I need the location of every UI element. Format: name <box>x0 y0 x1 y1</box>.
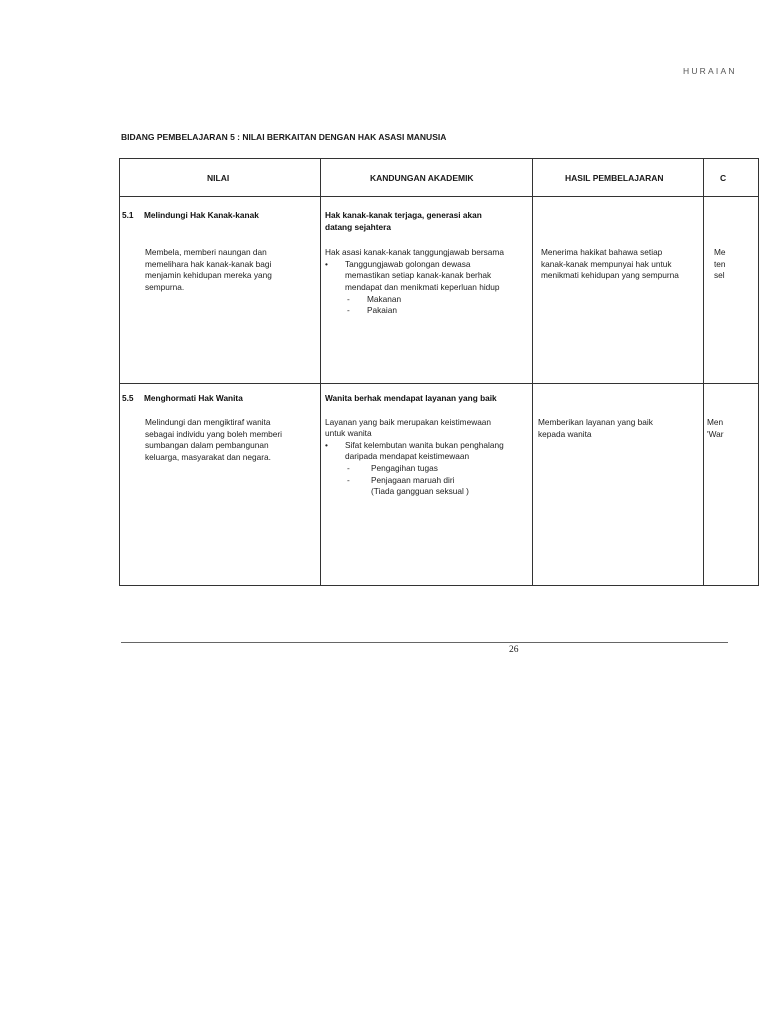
text-line: Membela, memberi naungan dan <box>145 247 267 257</box>
page-number: 26 <box>509 645 519 655</box>
text-line: sebagai individu yang boleh memberi <box>145 428 282 439</box>
text-line: memastikan setiap kanak-kanak berhak <box>345 270 492 281</box>
sub-item-label: Penjagaan maruah diri <box>371 474 455 485</box>
table-row-divider <box>119 383 759 384</box>
bullet-icon: • <box>325 258 328 269</box>
bullet-item <box>325 259 504 294</box>
learning-area-title: BIDANG PEMBELAJARAN 5 : NILAI BERKAITAN DENGAN HAK ASASI MANUSIA <box>121 132 447 142</box>
text-line: Sifat kelembutan wanita bukan penghalang <box>345 439 504 450</box>
dash-icon: - <box>347 474 350 485</box>
dash-icon: - <box>347 462 350 473</box>
sub-item-label: Makanan <box>367 293 402 304</box>
text-line: Me <box>714 247 726 257</box>
text-line: Tanggungjawab golongan dewasa <box>345 258 471 269</box>
text-line: Melindungi dan mengiktiraf wanita <box>145 417 271 427</box>
value-number: 5.1 <box>122 210 134 220</box>
table-row <box>122 393 243 405</box>
academic-content <box>325 393 504 498</box>
truncated-column-text <box>707 417 723 440</box>
column-divider <box>320 158 321 586</box>
text-line: Hak asasi kanak-kanak tanggungjawab bersama <box>325 247 504 258</box>
content-title: Hak kanak-kanak terjaga, generasi akan <box>325 210 482 220</box>
text-line: kepada wanita <box>538 428 592 439</box>
text-line: Memberikan layanan yang baik <box>538 417 653 427</box>
header-hasil-pembelajaran: HASIL PEMBELAJARAN <box>565 173 664 183</box>
dash-icon: - <box>347 293 350 304</box>
sub-item <box>325 463 504 475</box>
header-truncated: C <box>720 173 727 183</box>
sub-item <box>325 294 504 306</box>
column-divider <box>703 158 704 586</box>
text-line: Men <box>707 417 724 427</box>
text-line: 'War <box>707 428 724 439</box>
footer-rule <box>121 642 728 643</box>
content-title: datang sejahtera <box>325 221 391 232</box>
value-description <box>145 417 282 463</box>
content-title: Wanita berhak mendapat layanan yang baik <box>325 393 497 403</box>
dash-icon: - <box>347 305 350 316</box>
text-line: Menerima hakikat bahawa setiap <box>541 247 663 257</box>
table-header-divider <box>119 196 759 197</box>
learning-outcome <box>541 247 679 282</box>
text-line: mendapat dan menikmati keperluan hidup <box>345 281 500 292</box>
value-title: Melindungi Hak Kanak-kanak <box>144 210 259 220</box>
bullet-item <box>325 440 504 463</box>
sub-item <box>325 305 504 317</box>
value-number: 5.5 <box>122 393 134 403</box>
sub-item-label: Pengagihan tugas <box>371 462 438 473</box>
header-nilai: NILAI <box>207 173 230 183</box>
bullet-icon: • <box>325 439 328 450</box>
content-note: (Tiada gangguan seksual ) <box>371 486 469 497</box>
sub-item <box>325 475 504 487</box>
text-line: Layanan yang baik merupakan keistimewaan <box>325 416 492 427</box>
text-line: kanak-kanak mempunyai hak untuk <box>541 258 672 269</box>
value-description <box>145 247 272 293</box>
value-title: Menghormati Hak Wanita <box>144 393 243 403</box>
table-row <box>122 210 259 222</box>
column-divider <box>532 158 533 586</box>
text-line: sel <box>714 270 725 281</box>
text-line: keluarga, masyarakat dan negara. <box>145 451 271 462</box>
text-line: sempurna. <box>145 281 185 292</box>
academic-content <box>325 210 504 317</box>
truncated-column-text <box>714 247 726 282</box>
text-line: sumbangan dalam pembangunan <box>145 440 269 451</box>
text-line: untuk wanita <box>325 428 372 439</box>
header-kandungan-akademik: KANDUNGAN AKADEMIK <box>370 173 474 183</box>
running-header: HURAIAN <box>683 66 737 76</box>
text-line: ten <box>714 258 726 269</box>
text-line: daripada mendapat keistimewaan <box>345 451 470 462</box>
learning-outcome <box>538 417 653 440</box>
text-line: menjamin kehidupan mereka yang <box>145 270 272 281</box>
text-line: menikmati kehidupan yang sempurna <box>541 270 679 281</box>
sub-item-label: Pakaian <box>367 305 397 316</box>
text-line: memelihara hak kanak-kanak bagi <box>145 258 272 269</box>
